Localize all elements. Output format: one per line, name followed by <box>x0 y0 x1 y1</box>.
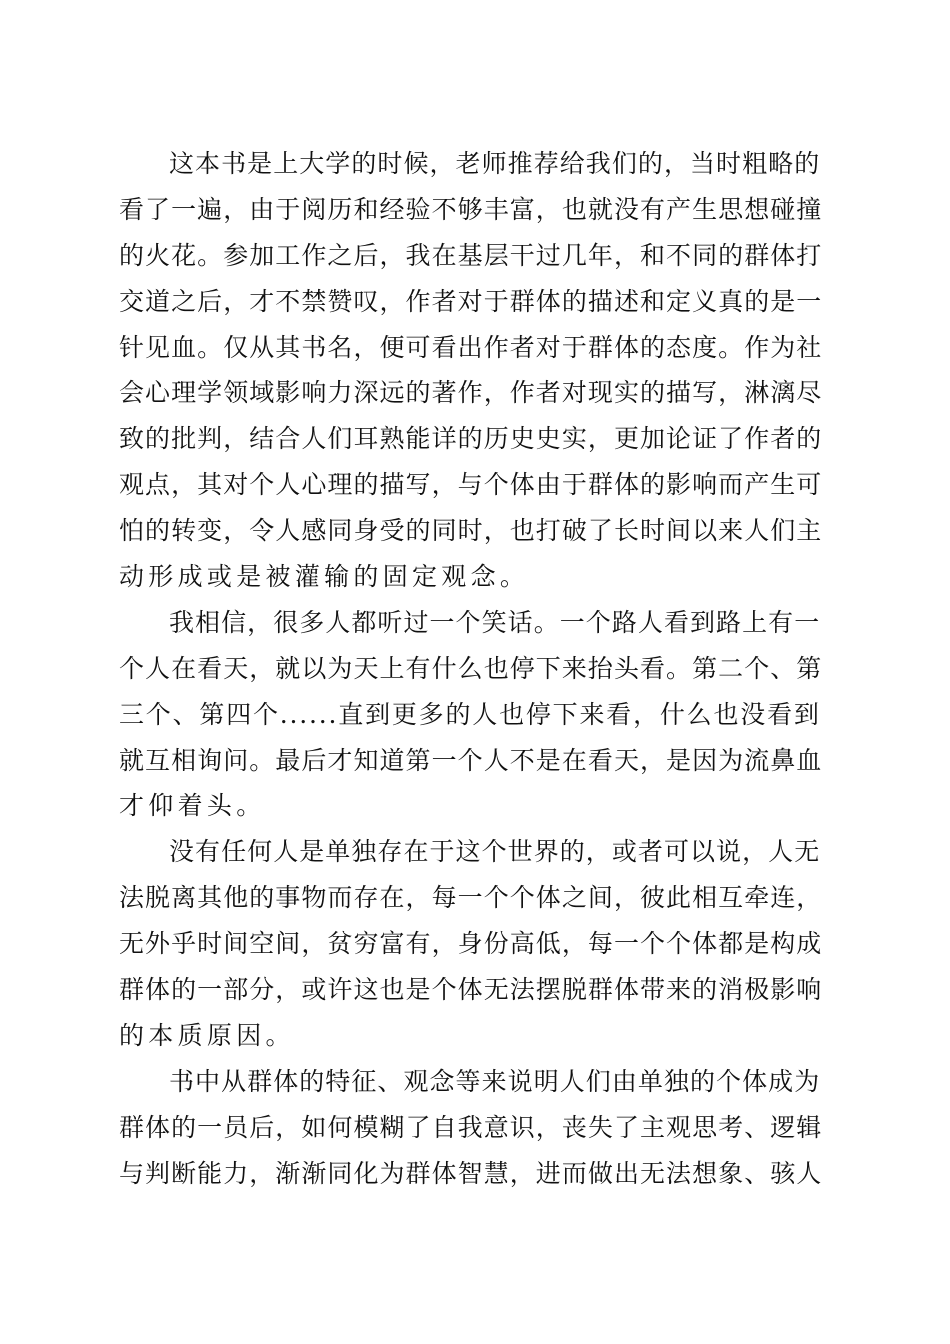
text-line: 就互相询问。最后才知道第一个人不是在看天，是因为流鼻血 <box>119 745 823 775</box>
text-line: 法脱离其他的事物而存在，每一个个体之间，彼此相互牵连， <box>119 883 823 913</box>
text-line: 群体的一员后，如何模糊了自我意识，丧失了主观思考、逻辑 <box>119 1112 823 1142</box>
text-line: 才仰着头。 <box>119 791 266 821</box>
text-line: 三个、第四个......直到更多的人也停下来看，什么也没看到 <box>119 699 821 729</box>
text-line: 群体的一部分，或许这也是个体无法摆脱群体带来的消极影响 <box>119 975 823 1005</box>
text-line: 会心理学领域影响力深远的著作，作者对现实的描写，淋漓尽 <box>119 378 823 408</box>
text-line: 与判断能力，渐渐同化为群体智慧，进而做出无法想象、骇人 <box>119 1158 823 1188</box>
text-line: 致的批判，结合人们耳熟能详的历史史实，更加论证了作者的 <box>119 424 823 454</box>
text-line: 无外乎时间空间，贫穷富有，身份高低，每一个个体都是构成 <box>119 929 823 959</box>
text-line: 怕的转变，令人感同身受的同时，也打破了长时间以来人们主 <box>119 516 823 546</box>
paragraph-3 <box>119 829 825 1058</box>
paragraph-1 <box>119 141 825 600</box>
paragraph-4 <box>119 1059 825 1197</box>
text-line: 交道之后，才不禁赞叹，作者对于群体的描述和定义真的是一 <box>119 286 823 316</box>
text-line: 的本质原因。 <box>119 1020 295 1050</box>
text-line: 观点，其对个人心理的描写，与个体由于群体的影响而产生可 <box>119 470 823 500</box>
text-line: 这本书是上大学的时候，老师推荐给我们的，当时粗略的 <box>169 149 821 178</box>
text-line: 针见血。仅从其书名，便可看出作者对于群体的态度。作为社 <box>119 332 823 362</box>
text-line: 我相信，很多人都听过一个笑话。一个路人看到路上有一 <box>169 607 821 637</box>
paragraph-2 <box>119 600 825 829</box>
text-line: 书中从群体的特征、观念等来说明人们由单独的个体成为 <box>169 1066 821 1096</box>
document-body <box>119 141 825 1196</box>
text-line: 个人在看天，就以为天上有什么也停下来抬头看。第二个、第 <box>119 653 823 683</box>
text-line: 没有任何人是单独存在于这个世界的，或者可以说，人无 <box>169 837 821 867</box>
text-line: 动形成或是被灌输的固定观念。 <box>119 562 530 592</box>
text-line: 看了一遍，由于阅历和经验不够丰富，也就没有产生思想碰撞 <box>119 194 823 224</box>
text-line: 的火花。参加工作之后，我在基层干过几年，和不同的群体打 <box>119 240 823 270</box>
